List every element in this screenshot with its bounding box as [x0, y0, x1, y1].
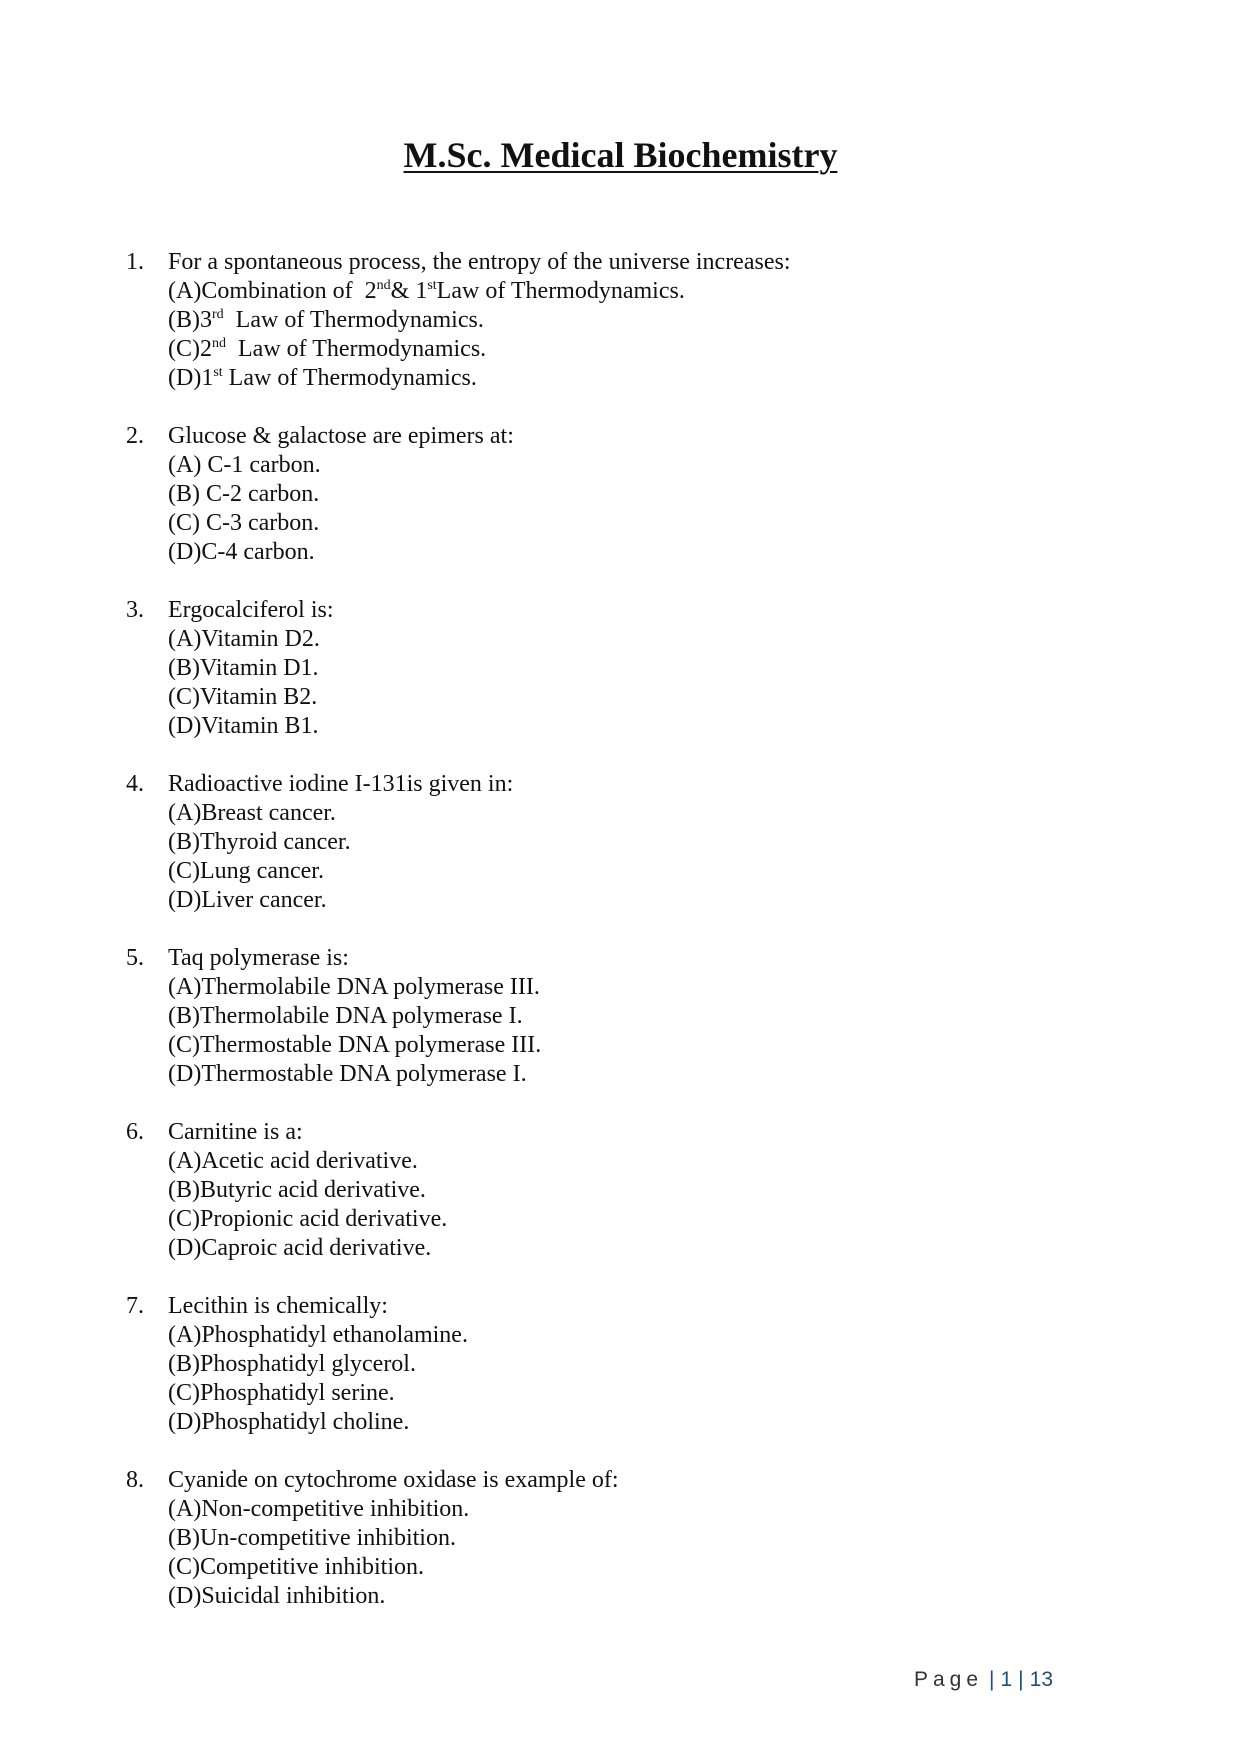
option-label: (A): [168, 1322, 202, 1348]
question-text: Lecithin is chemically:: [168, 1293, 388, 1319]
answer-option: [168, 1582, 1126, 1611]
option-label: (C): [168, 1032, 200, 1058]
answer-option: [168, 1524, 1126, 1553]
question-item: [126, 943, 1126, 1089]
question-item: [126, 1291, 1126, 1437]
answer-option: [168, 1495, 1126, 1524]
option-list: [168, 973, 1126, 1089]
option-label: (C): [168, 1206, 200, 1232]
option-label: (B): [168, 829, 200, 855]
option-list: [168, 277, 1126, 393]
option-text: Phosphatidyl ethanolamine.: [201, 1322, 468, 1348]
option-label: (D): [168, 1061, 202, 1087]
option-text: C-1 carbon.: [207, 452, 321, 478]
option-text: Thermolabile DNA polymerase I.: [200, 1003, 523, 1029]
answer-option: [168, 1002, 1126, 1031]
total-pages-number: 13: [1029, 1668, 1053, 1691]
option-label: (D): [168, 887, 202, 913]
option-text: Competitive inhibition.: [200, 1554, 424, 1580]
answer-option: [168, 509, 1126, 538]
page-separator: |: [989, 1668, 995, 1691]
question-stem: [126, 943, 1126, 973]
answer-option: [168, 480, 1126, 509]
question-text: For a spontaneous process, the entropy of the universe increases:: [168, 249, 791, 275]
option-list: [168, 1495, 1126, 1611]
option-label: (B): [168, 307, 200, 333]
option-text: Law of Thermodynamics.: [226, 336, 487, 362]
question-number: 2.: [126, 423, 144, 449]
option-text: Liver cancer.: [201, 887, 327, 913]
option-text: Vitamin B1.: [201, 713, 319, 739]
option-label: (B): [168, 1525, 200, 1551]
option-text: 2: [200, 336, 212, 362]
option-label: (B): [168, 1003, 200, 1029]
page-title: M.Sc. Medical Biochemistry: [403, 135, 838, 175]
ordinal-superscript: nd: [376, 278, 391, 293]
option-text: Law of Thermodynamics.: [436, 278, 685, 304]
answer-option: [168, 1060, 1126, 1089]
option-text: Non-competitive inhibition.: [201, 1496, 470, 1522]
answer-option: [168, 1350, 1126, 1379]
option-text: Thermostable DNA polymerase III.: [200, 1032, 542, 1058]
answer-option: [168, 335, 1126, 364]
page-separator: |: [1018, 1668, 1024, 1691]
option-text: Thyroid cancer.: [200, 829, 351, 855]
option-label: (B): [168, 1177, 200, 1203]
answer-option: [168, 538, 1126, 567]
answer-option: [168, 1553, 1126, 1582]
page-word: Page: [913, 1668, 984, 1691]
option-text: Vitamin B2.: [200, 684, 318, 710]
ordinal-superscript: st: [213, 365, 223, 380]
answer-option: [168, 1176, 1126, 1205]
question-number: 3.: [126, 597, 144, 623]
option-text: C-4 carbon.: [201, 539, 315, 565]
answer-option: [168, 364, 1126, 393]
option-label: (D): [168, 1583, 202, 1609]
option-label: (A): [168, 626, 202, 652]
option-text: Phosphatidyl serine.: [200, 1380, 395, 1406]
option-label: (A): [168, 800, 202, 826]
option-label: (D): [168, 1235, 202, 1261]
answer-option: [168, 451, 1126, 480]
option-label: (D): [168, 1409, 202, 1435]
answer-option: [168, 886, 1126, 915]
answer-option: [168, 625, 1126, 654]
question-item: [126, 1117, 1126, 1263]
question-number: 8.: [126, 1467, 144, 1493]
option-text: 3: [200, 307, 212, 333]
option-text: Combination of 2: [201, 278, 377, 304]
answer-option: [168, 683, 1126, 712]
question-text: Radioactive iodine I-131is given in:: [168, 771, 514, 797]
option-text: Butyric acid derivative.: [200, 1177, 426, 1203]
ordinal-superscript: rd: [212, 307, 224, 322]
answer-option: [168, 1321, 1126, 1350]
answer-option: [168, 306, 1126, 335]
option-label: (C): [168, 1380, 200, 1406]
question-number: 5.: [126, 945, 144, 971]
answer-option: [168, 712, 1126, 741]
option-text: Lung cancer.: [200, 858, 324, 884]
question-list: [126, 247, 1126, 1639]
question-text: Glucose & galactose are epimers at:: [168, 423, 514, 449]
option-text: Law of Thermodynamics.: [223, 307, 484, 333]
question-item: [126, 769, 1126, 915]
option-label: (D): [168, 539, 202, 565]
answer-option: [168, 1031, 1126, 1060]
question-text: Taq polymerase is:: [168, 945, 349, 971]
option-list: [168, 451, 1126, 567]
question-stem: [126, 1291, 1126, 1321]
option-text: Law of Thermodynamics.: [222, 365, 477, 391]
question-item: [126, 247, 1126, 393]
option-text: Phosphatidyl glycerol.: [200, 1351, 416, 1377]
option-text: Caproic acid derivative.: [201, 1235, 432, 1261]
answer-option: [168, 1234, 1126, 1263]
option-label: (C): [168, 1554, 200, 1580]
question-text: Ergocalciferol is:: [168, 597, 334, 623]
ordinal-superscript: nd: [212, 336, 226, 351]
question-number: 1.: [126, 249, 144, 275]
option-text: Un-competitive inhibition.: [200, 1525, 456, 1551]
answer-option: [168, 828, 1126, 857]
question-text: Cyanide on cytochrome oxidase is example of:: [168, 1467, 619, 1493]
answer-option: [168, 277, 1126, 306]
option-label: (C): [168, 858, 200, 884]
option-text: Propionic acid derivative.: [200, 1206, 448, 1232]
question-stem: [126, 769, 1126, 799]
option-label: (C): [168, 510, 206, 536]
question-stem: [126, 421, 1126, 451]
option-text: Thermostable DNA polymerase I.: [201, 1061, 527, 1087]
ordinal-superscript: st: [427, 278, 437, 293]
option-label: (B): [168, 655, 200, 681]
answer-option: [168, 857, 1126, 886]
question-stem: [126, 1117, 1126, 1147]
option-text: Acetic acid derivative.: [201, 1148, 418, 1174]
option-text: Vitamin D2.: [201, 626, 320, 652]
answer-option: [168, 799, 1126, 828]
question-number: 4.: [126, 771, 144, 797]
option-text: Phosphatidyl choline.: [201, 1409, 410, 1435]
option-label: (C): [168, 336, 200, 362]
option-list: [168, 625, 1126, 741]
option-text: & 1: [390, 278, 428, 304]
option-label: (B): [168, 481, 206, 507]
page-footer: [914, 1668, 1053, 1692]
answer-option: [168, 1408, 1126, 1437]
question-number: 6.: [126, 1119, 144, 1145]
question-number: 7.: [126, 1293, 144, 1319]
option-text: Thermolabile DNA polymerase III.: [201, 974, 540, 1000]
option-text: Suicidal inhibition.: [201, 1583, 386, 1609]
option-label: (A): [168, 974, 202, 1000]
option-text: C-3 carbon.: [206, 510, 320, 536]
option-text: C-2 carbon.: [206, 481, 320, 507]
question-stem: [126, 247, 1126, 277]
option-label: (A): [168, 1496, 202, 1522]
option-text: 1: [201, 365, 214, 391]
answer-option: [168, 1205, 1126, 1234]
question-item: [126, 595, 1126, 741]
answer-option: [168, 1147, 1126, 1176]
option-text: Vitamin D1.: [200, 655, 319, 681]
option-label: (A): [168, 278, 202, 304]
answer-option: [168, 1379, 1126, 1408]
option-label: (D): [168, 365, 202, 391]
question-stem: [126, 595, 1126, 625]
answer-option: [168, 654, 1126, 683]
option-label: (B): [168, 1351, 200, 1377]
current-page-number: 1: [1000, 1668, 1013, 1691]
answer-option: [168, 973, 1126, 1002]
option-label: (D): [168, 713, 202, 739]
question-item: [126, 421, 1126, 567]
question-item: [126, 1465, 1126, 1611]
option-label: (A): [168, 1148, 202, 1174]
option-label: (A): [168, 452, 208, 478]
option-list: [168, 1321, 1126, 1437]
option-list: [168, 799, 1126, 915]
option-text: Breast cancer.: [201, 800, 336, 826]
question-text: Carnitine is a:: [168, 1119, 303, 1145]
option-label: (C): [168, 684, 200, 710]
option-list: [168, 1147, 1126, 1263]
question-stem: [126, 1465, 1126, 1495]
